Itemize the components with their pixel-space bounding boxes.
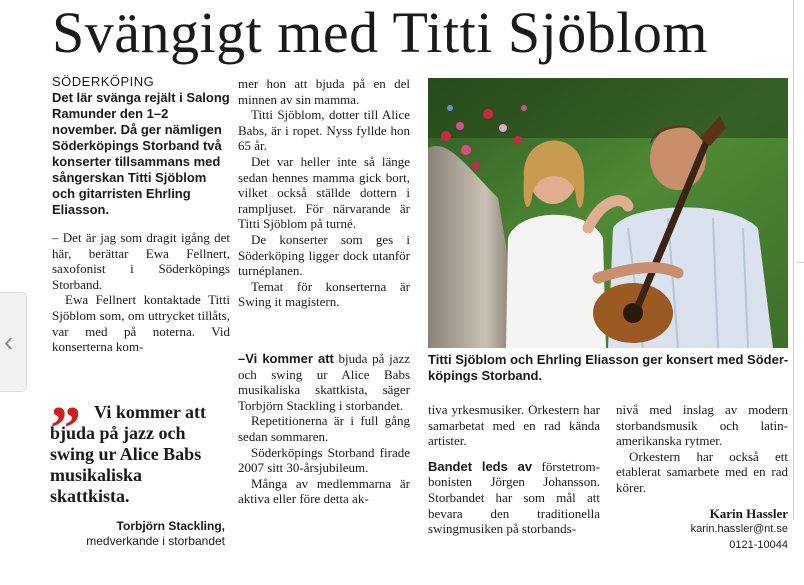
paragraph: nivå med inslag av modern storbandsmusik och latinamerikanska rytmer. <box>616 402 788 449</box>
paragraph-text: förstetrombonisten Jörgen Johansson. Storbandet har som mål att bevara den traditionella swingmusiken på storbands- <box>428 458 601 537</box>
paragraph: Titti Sjöblom, dotter till Alice Babs, är i ropet. Nyss fyllde hon 65 år. <box>238 107 410 154</box>
paragraph: Ewa Fellnert kontaktade Titti Sjöblom som, om uttrycket tillåts, var med på noterna. Vid konserterna kom- <box>52 292 230 355</box>
column-2 <box>238 76 410 310</box>
column-2-continued <box>238 351 410 507</box>
column-1 <box>52 74 230 355</box>
previous-page-button[interactable] <box>0 292 27 392</box>
paragraph: De konserter som ges i Söderköping ligger dock utanför turnéplanen. <box>238 231 410 279</box>
paragraph: Söderköpings Storband firade 2007 sitt 30-årsjubileum. <box>238 444 410 476</box>
ingress: Det lär svänga rejält i Salong Ramunder den 1–2 november. Då ger nämligen Söderköpings Storband två konserter tillsammans med sångerskan Titti Sjöblom och gitarristen Ehrling Eliasson. <box>52 90 230 217</box>
body-text <box>52 230 230 355</box>
paragraph: Många av medlemmarna är aktiva eller före detta ak- <box>238 475 410 507</box>
paragraph: tiva yrkesmusiker. Orkestern har samarbetat med en rad kända artister. <box>428 402 600 449</box>
author-email[interactable]: karin.hassler@nt.se <box>690 523 788 536</box>
kicker: SÖDERKÖPING <box>52 74 155 89</box>
pull-quote <box>50 395 225 549</box>
photo-caption: Titti Sjöblom och Ehrling Eliasson ger konsert med Söderköpings Storband. <box>428 352 789 383</box>
chevron-left-icon: ‹ <box>4 326 14 357</box>
column-4 <box>616 402 788 553</box>
quote-mark-icon: ” <box>50 395 81 463</box>
column-3 <box>428 402 600 537</box>
page-edge-divider <box>793 0 794 520</box>
paragraph-text: bjuda på jazz och swing ur Alice Babs musikaliska skattkista, säger Torbjörn Stackling i storbandet. <box>238 351 411 413</box>
paragraph: Temat för konserterna är Swing it magistern. <box>238 278 410 310</box>
quote-role: medverkande i storbandet <box>86 534 225 548</box>
paragraph-lead: Bandet leds av <box>428 458 533 474</box>
paragraph: – Det är jag som dragit igång det här, berättar Ewa Fellnert, saxofonist i Söderköpings Storband. <box>52 230 230 292</box>
headline: Svängigt med Titti Sjöblom <box>52 0 708 65</box>
quote-text: Vi kommer att bjuda på jazz och swing ur Alice Babs musikaliska skattkista. <box>50 402 206 506</box>
paragraph-lead: –Vi kommer att <box>238 351 334 366</box>
author-name: Karin Hassler <box>709 505 788 521</box>
quote-name: Torbjörn Stackling, <box>116 519 225 533</box>
paragraph: mer hon att bjuda på en del minnen av sin mamma. <box>238 76 410 107</box>
photo-image <box>428 78 788 348</box>
paragraph: Repetitionerna är i full gång sedan sommaren. <box>238 413 410 444</box>
author-phone: 0121-10044 <box>729 539 788 552</box>
paragraph <box>238 351 410 413</box>
page-edge-tick <box>796 262 804 263</box>
paragraph: Det var heller inte så länge sedan hennes mamma gick bort, vilket också ställde dottern i rampljuset. För närvarande är Titti Sjöblom på turné. <box>238 153 410 232</box>
paragraph: Orkestern har också ett etablerat samarbete med en rad körer. <box>616 448 788 495</box>
paragraph <box>428 459 600 537</box>
photo-singer-and-guitarist <box>428 78 788 348</box>
